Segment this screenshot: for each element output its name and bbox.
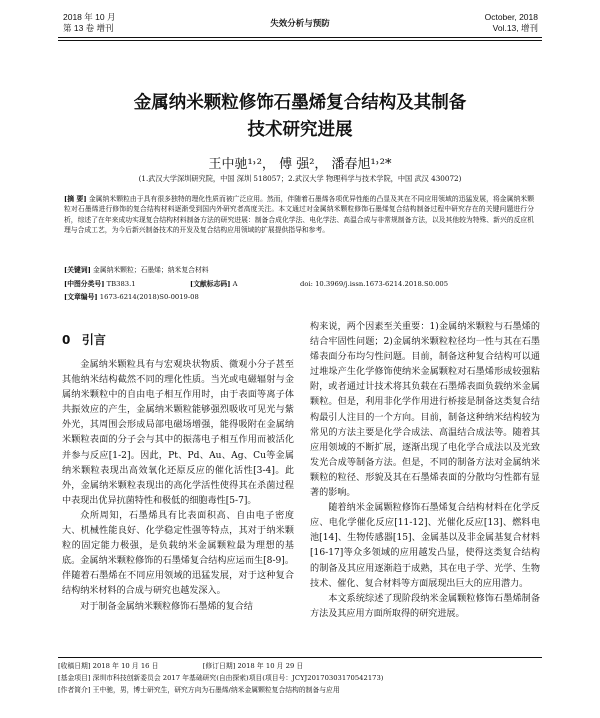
header-date: 2018 年 10 月: [63, 12, 116, 22]
doc-code-label: [文献标志码]: [190, 280, 231, 288]
classification: [64, 279, 136, 289]
section-number: 0: [62, 333, 71, 347]
received-date: [收稿日期] 2018 年 10 月 16 日: [58, 662, 159, 670]
revised-date: [修订日期] 2018 年 10 月 29 日: [202, 662, 304, 670]
title-line-1: 金属纳米颗粒修饰石墨烯复合结构及其制备: [133, 93, 467, 113]
affiliations: (1.武汉大学深圳研究院，中国 深圳 518057；2.武汉大学 物理科学与技术学院，中国 武汉 430072): [138, 174, 462, 183]
doi-label: doi:: [300, 280, 313, 288]
doi: [300, 279, 448, 289]
left-column: [62, 358, 294, 615]
journal-name: 失效分析与预防: [270, 18, 330, 28]
header-volume: 第 13 卷 增刊: [63, 23, 114, 33]
paragraph: 金属纳米颗粒具有与宏观块状物质、微观小分子甚至其他纳米结构截然不同的理化性质。当光或电磁辐射与金属纳米颗粒中的自由电子相互作用时，由于表面等离子体共振效应的产生，金属纳米颗粒能够强烈吸收可见光与紫外光，其周围会形成局部电磁场增强，能得吸附在金属纳米颗粒表面的分子会与其中的振荡电子相互作用而被活化并参与反应[1-2]。因此，Pt、Pd、Au、Ag、Cu等金属纳米颗粒表现出高效氧化还原反应的催化活性[3-4]。此外，金属纳米颗粒表现出的高化学活性使得其在杀菌过程中表现出优异抗菌特性和极低的细胞毒性[5-7]。: [62, 360, 294, 506]
doc-code: [190, 279, 238, 289]
section-title: 引言: [81, 333, 106, 347]
paragraph: 对于制备金属纳米颗粒修饰石墨烯的复合结: [80, 601, 253, 612]
abstract-label: [摘 要]: [64, 195, 87, 203]
header-date-en: October, 2018: [484, 12, 538, 22]
abstract: [64, 194, 534, 235]
footnote-rule: [58, 657, 542, 658]
keywords-label: [关键词]: [64, 266, 91, 274]
keywords: [64, 265, 209, 275]
paragraph: 本文系统综述了现阶段纳米金属颗粒修饰石墨烯制备方法及其应用方面所取得的研究进展。: [310, 593, 540, 619]
article-number-value: 1673-6214(2018)S0-0019-08: [99, 293, 199, 301]
title-line-2: 技术研究进展: [247, 120, 353, 140]
paragraph: 随着纳米金属颗粒修饰石墨烯复合结构材料在化学反应、电化学催化反应[11-12]、光催化反应[13]、燃料电池[14]、生物传感器[15]、金属基以及非金属基复合材料[16-17]等众多领域的应用越发凸显，使得这类复合结构的制备及其应用逐渐趋于成熟，其在电子学、光学、生物技术、催化、复合材料等方面展现出巨大的应用潜力。: [310, 503, 540, 589]
paragraph: 众所周知，石墨烯具有比表面积高、自由电子密度大、机械性能良好、化学稳定性强等特点，其对于纳米颗粒的固定能力极强，是负载纳米金属颗粒最为理想的基底。金属纳米颗粒修饰的石墨烯复合结构应运而生[8-9]。伴随着石墨烯在不同应用领域的迅猛发展，对于这种复合结构纳米材料的合成与研究也越发深入。: [62, 510, 294, 597]
author-bio: [作者简介] 王中驰，男，博士研究生，研究方向为石墨烯/纳米金属颗粒复合结构的制备与应用: [58, 686, 340, 694]
paragraph: 构来说，两个因素至关重要：1)金属纳米颗粒与石墨烯的结合牢固性问题；2)金属纳米颗粒粒径均一性与其在石墨烯表面分布均匀性问题。目前，制备这种复合结构可以通过堆垛产生化学修饰使纳米金属颗粒对石墨烯形成较强粘附，或者通过计技术将其负载在石墨烯表面负载纳米金属颗粒。但是，利用非化学作用进行桥接是制备这类复合结构最引人注目的一个方向。目前，制备这种纳米结构较为常见的方法主要是化学合成法、高温结合成法等。随着其应用领域的不断扩展，逐渐出现了电化学合成法以及光致发光合成等制备方法。但是，不同的制备方法对金属纳米颗粒的粒径、形貌及其在石墨烯表面的分散均匀性都有显著的影响。: [310, 322, 540, 499]
doc-code-value: A: [232, 280, 238, 288]
article-number-label: [文章编号]: [64, 293, 98, 301]
classification-label: [中图分类号]: [64, 280, 105, 288]
authors: 王中驰¹˒²， 傅 强²， 潘春旭¹˒²*: [208, 157, 392, 172]
doi-value: 10.3969/j.issn.1673-6214.2018.S0.005: [315, 280, 449, 288]
right-column: [310, 320, 540, 622]
article-number: [64, 292, 199, 302]
section-heading: [62, 332, 106, 348]
keywords-text: 金属纳米颗粒；石墨烯；纳米复合材料: [93, 266, 209, 274]
classification-value: TB383.1: [106, 280, 136, 288]
funding: [基金项目] 深圳市科技创新委员会 2017 年基础研究(自由探索)项目(项目号：JCYJ20170303170542173): [58, 674, 384, 682]
abstract-text: 金属纳米颗粒由于具有很多独特的理化性质而被广泛应用。然而，伴随着石墨烯各项优异性能的凸显及其在不同应用领域的迅猛发展，将金属纳米颗粒对石墨烯进行修饰的复合结构材料逐渐受到国内外研究者高度关注。本文通过对金属纳米颗粒修饰石墨烯复合结构制备过程中研究存在的关键问题进行分析，综述了在年来成功实现复合结构材料制备方法的研究进展：制备合成化学法、电化学法、高温合成与非常规制备方法，以及其他较为特殊、新兴的反应机理与合成工艺，为今后新兴制备技术的开发及复合结构应用领域的扩展提供指导和参考。: [64, 195, 534, 234]
footnote-dates: [58, 661, 542, 672]
header-rule: [58, 37, 542, 38]
header-volume-en: Vol.13, 增刊: [492, 23, 538, 33]
header-rule-thin: [58, 40, 542, 41]
